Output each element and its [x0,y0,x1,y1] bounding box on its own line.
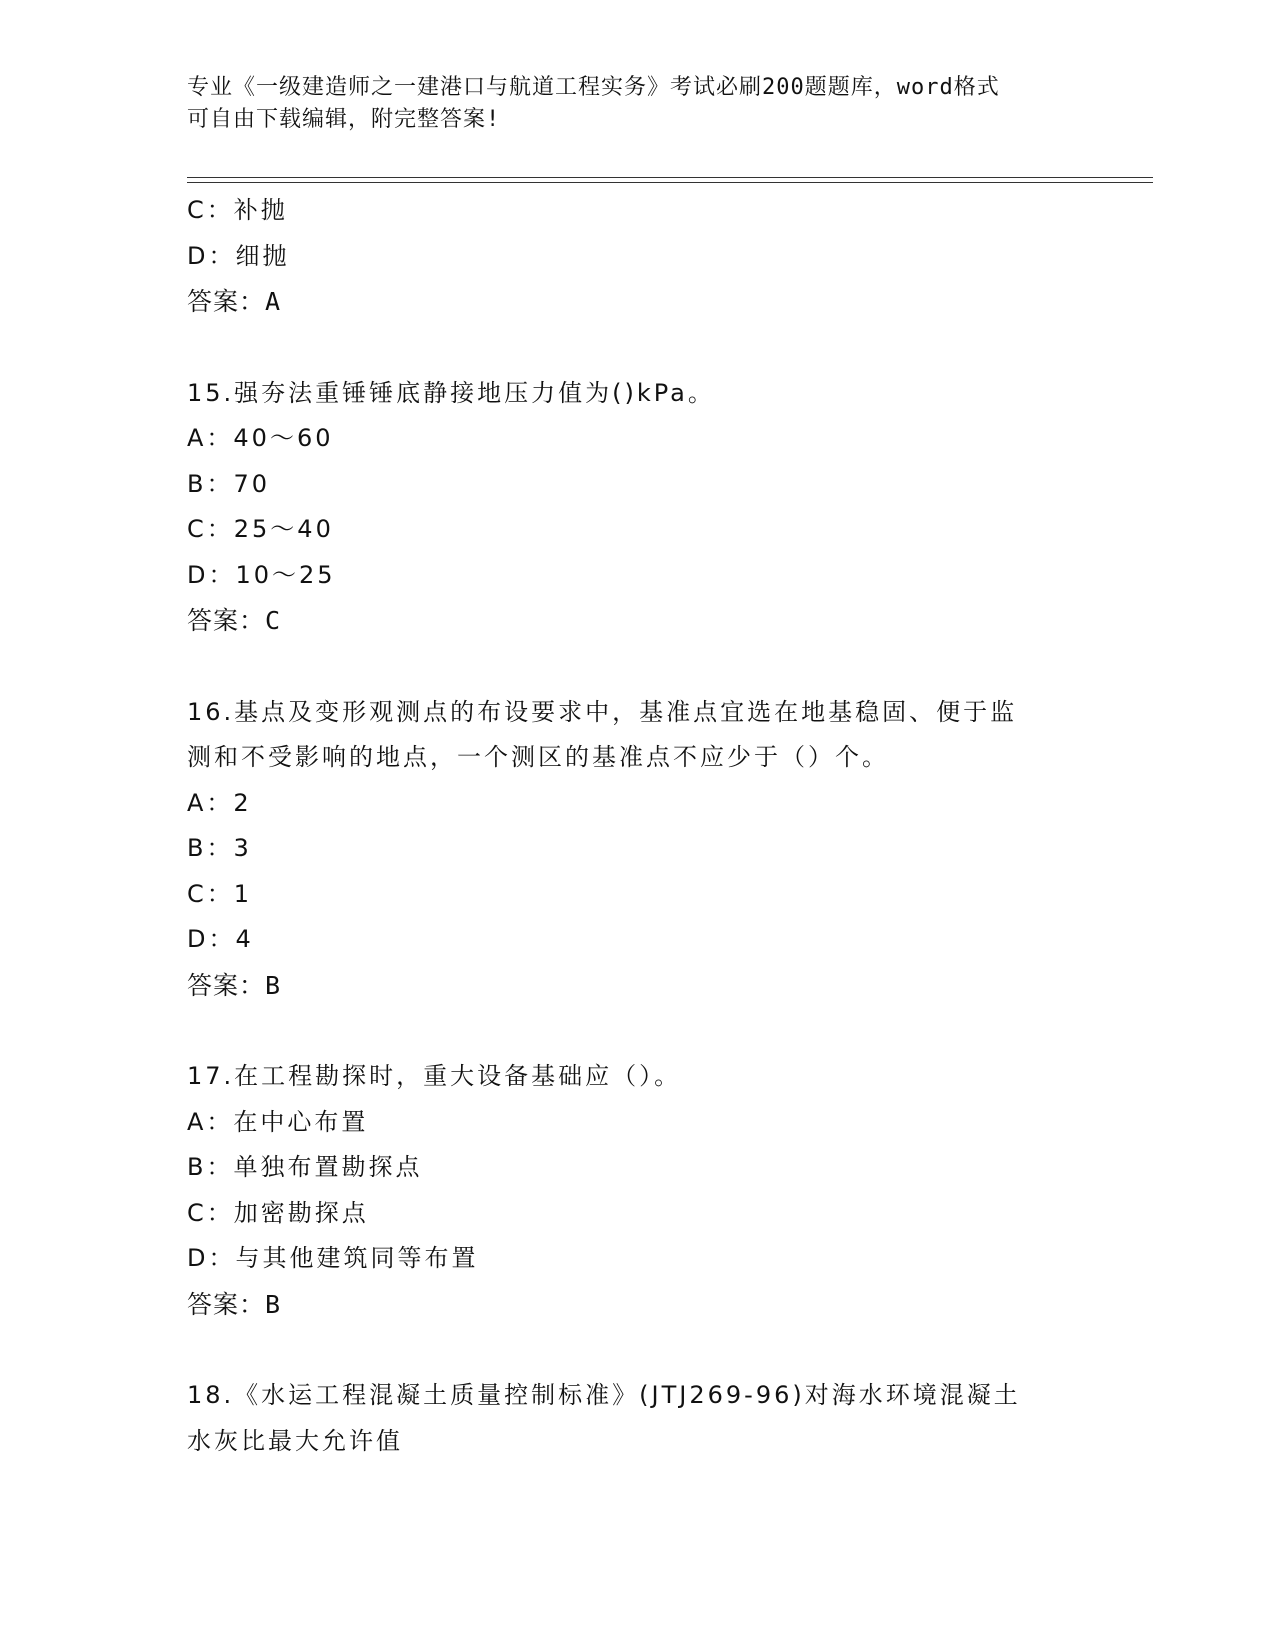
option-d: D：10～25 [187,560,336,589]
header-title-line-2: 可自由下载编辑，附完整答案! [187,107,501,132]
question-17 [187,1054,1087,1327]
question-18 [187,1373,1087,1464]
answer-line: 答案：B [187,1289,282,1319]
document-header [187,72,1067,136]
question-stem-line-2: 测和不受影响的地点，一个测区的基准点不应少于（）个。 [187,743,889,771]
question-16 [187,690,1087,1009]
option-a: A：在中心布置 [187,1107,369,1136]
option-c: C：加密勘探点 [187,1198,369,1227]
answer-line: 答案：C [187,606,282,635]
header-divider-bottom [187,182,1153,183]
option-b: B：70 [187,469,271,498]
question-stem-line-1: 16.基点及变形观测点的布设要求中，基准点宜选在地基稳固、便于监 [187,697,1018,726]
option-b: B：3 [187,834,252,862]
question-14-remainder [187,188,1087,325]
spacer [187,325,1087,371]
spacer [187,1327,1087,1373]
question-stem-line-1: 18.《水运工程混凝土质量控制标准》(JTJ269-96)对海水环境混凝土 [187,1381,1021,1409]
spacer [187,644,1087,690]
question-list [187,188,1087,1464]
option-d: D：细抛 [187,241,290,270]
option-d: D：4 [187,925,254,953]
question-stem: 17.在工程勘探时，重大设备基础应（）。 [187,1062,682,1090]
option-c: C：1 [187,879,253,908]
option-a: A：40～60 [187,424,334,452]
question-15 [187,371,1087,644]
question-stem-line-2: 水灰比最大允许值 [187,1426,403,1455]
option-a: A：2 [187,788,252,817]
spacer [187,1008,1087,1054]
answer-line: 答案：A [187,287,282,316]
header-title-line-1: 专业《一级建造师之一建港口与航道工程实务》考试必刷200题题库，word格式 [187,75,1000,100]
option-d: D：与其他建筑同等布置 [187,1244,479,1272]
question-stem: 15.强夯法重锤锤底静接地压力值为()kPa。 [187,378,715,407]
option-c: C：补抛 [187,196,288,224]
header-divider-top [187,177,1153,178]
option-c: C：25～40 [187,515,334,543]
answer-line: 答案：B [187,970,282,1000]
option-b: B：单独布置勘探点 [187,1153,423,1181]
